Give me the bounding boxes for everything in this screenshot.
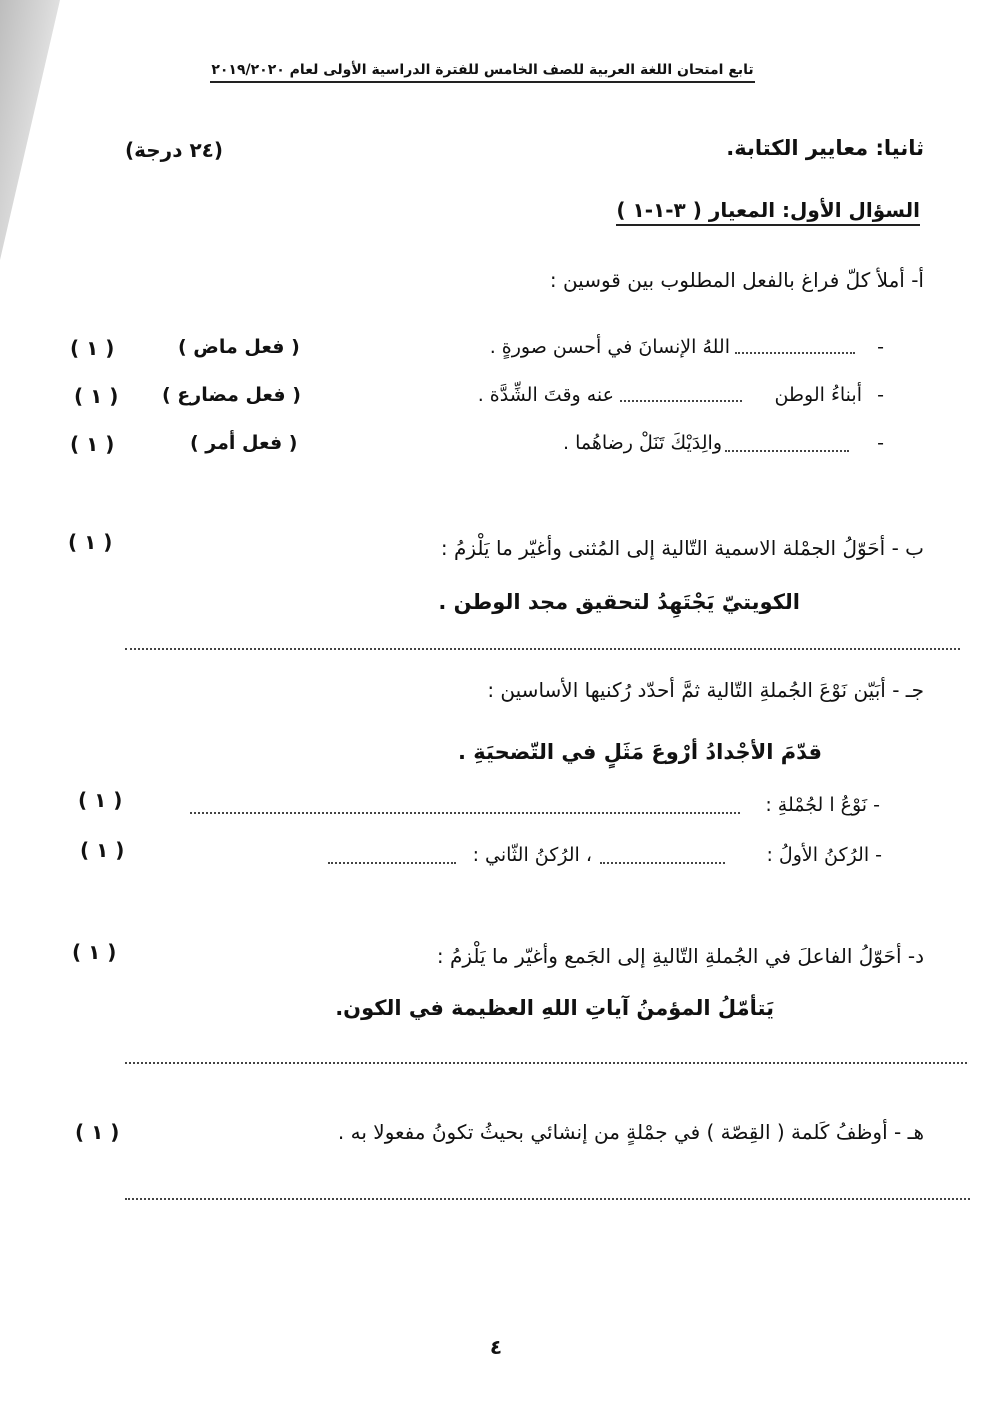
part-c-pillar2-label: ، الرُكنُ الثّاني : xyxy=(472,844,592,866)
part-e-mark: ( ١ ) xyxy=(75,1120,120,1144)
part-a-item-2-mark: ( ١ ) xyxy=(74,384,119,408)
part-c-type-label: - نَوْعُ ا لجُمْلةِ : xyxy=(765,794,880,816)
part-c-instruction: جـ - أبَيّن نَوْعَ الجُملةِ التّالية ثمَّ أحدّد رُكنيها الأساسين : xyxy=(487,678,924,702)
part-c-sentence: قدّمَ الأجْدادُ أرْوعَ مَثَلٍ في التّضحيَةِ . xyxy=(458,740,822,764)
part-d-answer-line[interactable] xyxy=(125,1062,967,1064)
part-b-instruction: ب - أحَوّلُ الجمْلة الاسمية التّالية إلى المُثنى وأغيّر ما يَلْزمُ : xyxy=(440,536,924,560)
part-d-mark: ( ١ ) xyxy=(72,940,117,964)
part-c-pillar1-answer[interactable] xyxy=(600,862,725,864)
part-a-item-2-after: عنه وقتَ الشِّدَّة . xyxy=(477,384,614,406)
exam-header: تابع امتحان اللغة العربية للصف الخامس للفترة الدراسية الأولى لعام ٢٠١٩/٢٠٢٠ xyxy=(210,62,755,83)
part-c-mark-1: ( ١ ) xyxy=(78,788,123,812)
section-title: ثانيا: معايير الكتابة. xyxy=(726,136,924,160)
part-b-answer-line[interactable] xyxy=(125,648,960,650)
part-a-item-1-text: اللهُ الإنسانَ في أحسن صورةٍ . xyxy=(489,336,730,358)
part-c-pillar2-answer[interactable] xyxy=(328,862,456,864)
part-c-type-answer[interactable] xyxy=(190,812,740,814)
part-e-answer-line[interactable] xyxy=(125,1198,970,1200)
part-c-pillar1-label: - الرُكنُ الأولُ : xyxy=(766,844,882,866)
question-title: السؤال الأول: المعيار ( ٣-١-١ ) xyxy=(616,198,920,226)
part-a-item-2-before: أبناءُ الوطن xyxy=(774,384,862,406)
part-a-item-2-blank[interactable] xyxy=(620,400,742,402)
part-a-item-2-dash: - xyxy=(877,384,884,406)
part-a-item-2-hint: ( فعل مضارع ) xyxy=(162,384,301,406)
part-d-instruction: د- أحَوّلُ الفاعلَ في الجُملةِ التّاليةِ إلى الجَمع وأغيّر ما يَلْزمُ : xyxy=(436,944,924,968)
scan-shadow xyxy=(0,0,60,260)
part-c-mark-2: ( ١ ) xyxy=(80,838,125,862)
part-a-item-1-mark: ( ١ ) xyxy=(70,336,115,360)
page-number: ٤ xyxy=(489,1335,503,1359)
part-a-item-1-hint: ( فعل ماض ) xyxy=(178,336,300,358)
part-b-sentence: الكويتيّ يَجْتَهِدُ لتحقيق مجد الوطن . xyxy=(438,590,800,614)
part-e-instruction: هـ - أوظفُ كَلمة ( القِصّة ) في جمْلةٍ من إنشائي بحيثُ تكونُ مفعولا به . xyxy=(337,1120,924,1144)
part-a-item-3-mark: ( ١ ) xyxy=(70,432,115,456)
part-d-sentence: يَتأمّلُ المؤمنُ آياتِ اللهِ العظيمة في الكون. xyxy=(335,996,774,1020)
part-a-item-3-blank[interactable] xyxy=(725,450,849,452)
section-marks: (٢٤ درجة) xyxy=(125,138,223,162)
part-a-item-3-dash: - xyxy=(877,432,884,454)
part-a-item-1-blank[interactable] xyxy=(735,352,855,354)
part-a-item-1-dash: - xyxy=(877,336,884,358)
part-a-item-3-text: والِدَيْكَ تَنَلْ رضاهُما . xyxy=(563,432,722,454)
part-a-instruction: أ- أملأ كلّ فراغ بالفعل المطلوب بين قوسين : xyxy=(549,268,924,292)
part-a-item-3-hint: ( فعل أمر ) xyxy=(190,432,298,454)
part-b-mark: ( ١ ) xyxy=(68,530,113,554)
